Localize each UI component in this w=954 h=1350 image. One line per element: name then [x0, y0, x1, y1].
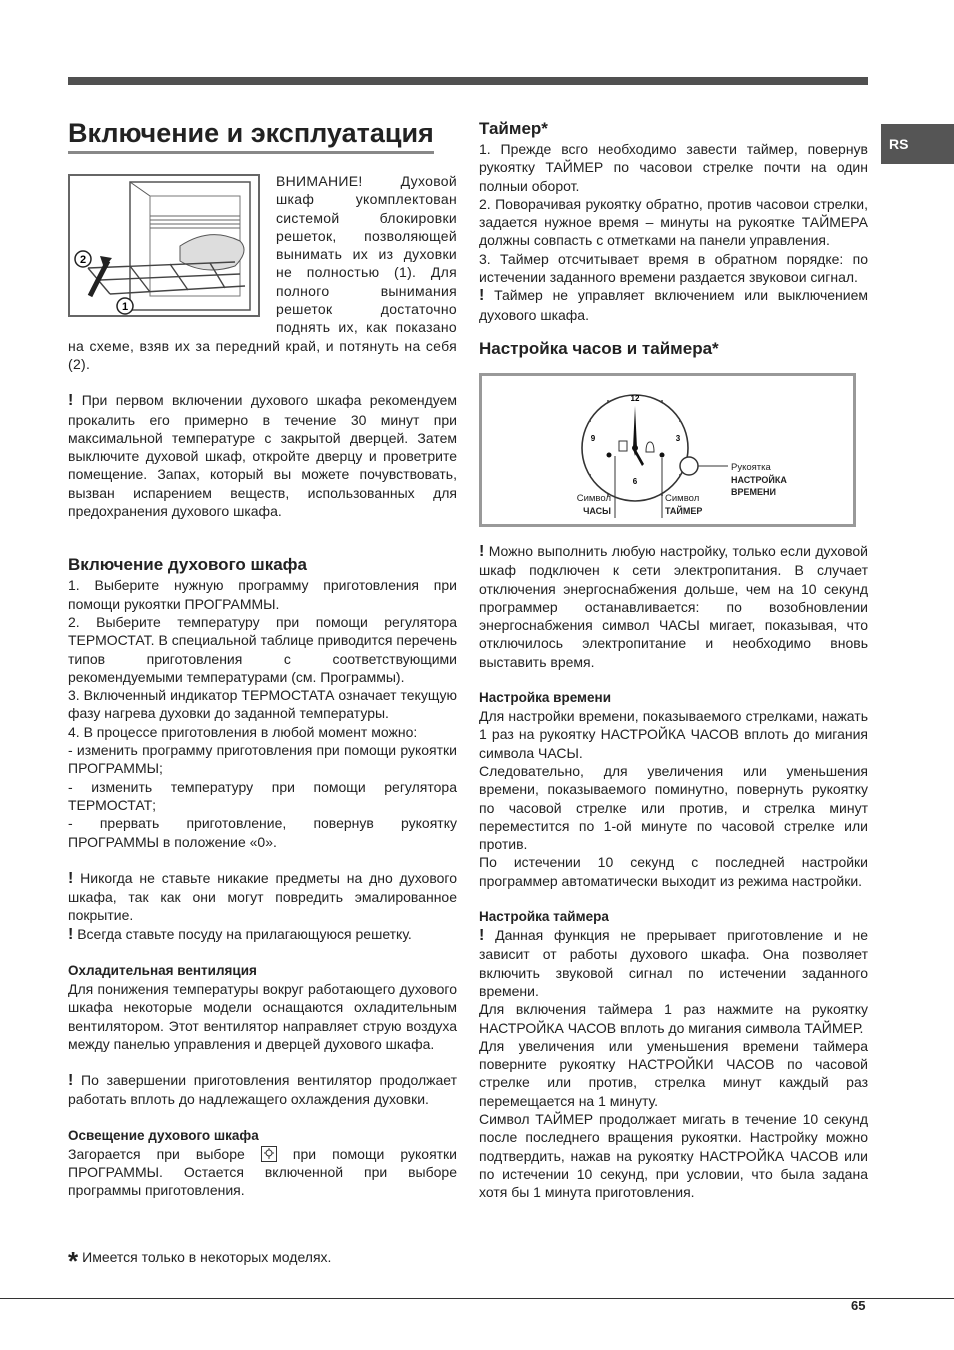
power-note: ! Можно выполнить любую настройку, только если духовой шкаф подключен к сети электропитания. В случает отключения энергоснабжения дольше, чем на 10 секунд программер останавливается: по возобновлении энергоснабжения символ ЧАСЫ мигает, показывая, что отключилось электропитание и необходимо вновь выставить время.	[479, 542, 869, 670]
lamp-icon	[261, 1146, 277, 1162]
step-4: 4. В процессе приготовления в любой момент можно:	[68, 723, 418, 740]
oven-rack-drawing	[70, 176, 258, 315]
timer-step-1: 1. Прежде всго необходимо завести таймер, повернув рукоятку ТАЙМЕР по часовои стрелке почти на один полныи оборот.	[479, 141, 868, 194]
timer-heading: Таймер*	[479, 119, 548, 138]
light-heading: Освещение духового шкафа	[68, 1127, 259, 1143]
timer-step-2: 2. Поворачивая рукоятку обратно, против часовои стрелки, задается нужное время – минуты на рукоятке ТАЙМЕРА должны совпасть с отметками на панели управления.	[479, 195, 868, 249]
step-4b: - изменить температуру при помощи регулятора ТЕРМОСТАТ;	[68, 778, 457, 813]
cooling-heading: Охладительная вентиляция	[68, 962, 257, 978]
fig-label-2: 2	[79, 254, 87, 266]
clock-number-3: 3	[675, 433, 681, 443]
step-4c: - прервать приготовление, повернув рукоятку ПРОГРАММЫ в положение «0».	[68, 815, 457, 850]
step-2: 2. Выберите температуру при помощи регулятора ТЕРМОСТАТ. В специальной таблице приводится перечень типов приготовления с соответствующими рекомендуемыми температурами (см. Программы).	[68, 613, 457, 685]
clock-symbol-label: Символ ЧАСЫ	[576, 492, 611, 516]
timerset-note: ! Данная функция не прерывает приготовление и не зависит от работы духового шкафа. Она позволяет включить звуковой сигнал по истечении заданного времени.	[479, 927, 868, 999]
light-text: Загорается при выборе при помощи рукоятки ПРОГРАММЫ. Остается включенной при выборе программы приготовления.	[68, 1145, 458, 1199]
clock-number-9: 9	[590, 433, 596, 443]
timer-step-3: 3. Таймер отсчитывает время в обратном порядке: по истечении заданного времени раздается звуковои сигнал.	[479, 250, 868, 286]
right-column	[479, 118, 868, 1201]
clock-number-12: 12	[630, 393, 640, 403]
timerset-p2: Для увеличения или уменьшения времени таймера поверните рукоятку НАСТРОЙКИ ЧАСОВ по часовой стрелке или против, стрелка минут каждый раз перемещается на 1 минуту.	[479, 1037, 868, 1109]
cooling-text: Для понижения температуры вокруг работающего духового шкафа некоторые модели оснащаются охладительным вентилятором. Этот вентилятор направляет струю воздуха между панелью управления и дверцей духового шкафа.	[68, 980, 457, 1052]
fig-label-1: 1	[121, 301, 129, 313]
step-3: 3. Включенный индикатор ТЕРМОСТАТА означает текущую фазу нагрева духовки до заданной температуры.	[68, 687, 457, 722]
timerset-p3: Символ ТАЙМЕР продолжает мигать в течение 10 секунд после последнего вращения рукоятки. Настройку можно подтвердить, нажав на рукоятку НАСТРОЙКА ЧАСОВ или по истечении 10 секунд, при условии, что была задана хотя бы 1 минута приготовления.	[479, 1110, 868, 1201]
clock-diagram	[479, 373, 856, 527]
oven-rack-illustration	[68, 174, 260, 317]
timer-symbol-label: Символ ТАЙМЕР	[665, 492, 703, 516]
time-p2: Следовательно, для увеличения или уменьшения времени, показываемого поминутно, повернуть рукоятку по часовой стрелке или против, и стрелка минут переместится по 1-ой минуте по часовой стрелке или против.	[479, 762, 868, 853]
timer-note: ! Таймер не управляет включением или выключением духового шкафа.	[479, 287, 868, 323]
switching-heading: Включение духового шкафа	[68, 555, 307, 575]
bottom-note: ! Никогда не ставьте никакие предметы на дно духового шкафа, так как они могут повредить эмалированное покрытие.	[68, 869, 457, 924]
bottom-rule	[0, 1298, 954, 1299]
warning-paragraph: ВНИМАНИЕ! Духовой шкаф укомплектован системой блокировки решеток, позволяющей вынимать их из духовки не полностью (1). Для полного вынимания решеток достаточно поднять их, как показано на схеме, взяв их за передний край, и потянуть на себя (2).	[68, 173, 457, 372]
first-use-note: ! При первом включении духового шкафа рекомендуем прокалить его примерно в течение 30 минут при максимальной температуре с закрытой дверцей. Затем выключите духовой шкаф, откройте дверцу и проветрите помещение. Запах, который вы можете почувствовать, вызван испарением веществ, использованных для предохранения духового шкафа.	[68, 392, 458, 520]
language-tab: RS	[881, 124, 954, 164]
clock-heading: Настройка часов и таймера*	[479, 338, 719, 358]
knob-label: Рукоятка НАСТРОЙКА ВРЕМЕНИ	[731, 461, 787, 497]
page-number: 65	[851, 1298, 866, 1313]
page-title: Включение и эксплуатация	[68, 115, 434, 154]
time-setting-heading: Настройка времени	[479, 690, 612, 706]
time-p3: По истечении 10 секунд с последней настройки программер автоматически выходит из режима настройки.	[479, 854, 868, 889]
step-4a: - изменить программу приготовления при помощи рукоятки ПРОГРАММЫ;	[68, 742, 457, 777]
rack-note: ! Всегда ставьте посуду на прилагающуюся решетку.	[68, 925, 412, 943]
time-p1: Для настройки времени, показываемого стрелками, нажать 1 раз на рукоятку НАСТРОЙКА ЧАСОВ вплоть до мигания символа ЧАСЫ.	[479, 708, 868, 761]
timer-setting-heading: Настройка таймера	[479, 909, 609, 925]
footnote: * Имеется только в некоторых моделях.	[68, 1246, 332, 1276]
step-1: 1. Выберите нужную программу приготовления при помощи рукоятки ПРОГРАММЫ.	[68, 577, 457, 612]
top-rule	[68, 77, 868, 85]
left-column	[68, 115, 457, 1200]
timerset-p1: Для включения таймера 1 раз нажмите на рукоятку НАСТРОЙКА ЧАСОВ вплоть до мигания символа ТАЙМЕР.	[479, 1001, 868, 1036]
cooling-note: ! По завершении приготовления вентилятор продолжает работать вплоть до надлежащего охлаждения духовки.	[68, 1072, 457, 1108]
time-setting-knob-icon	[680, 457, 698, 475]
clock-number-6: 6	[632, 476, 638, 486]
